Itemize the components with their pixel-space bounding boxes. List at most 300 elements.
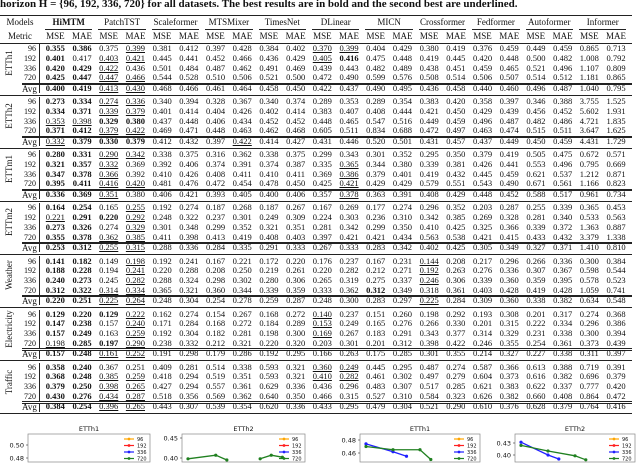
cell-value: 0.192 [152, 202, 172, 213]
horizon-label: 720 [24, 126, 36, 136]
cell-value: 0.388 [553, 96, 573, 107]
cell-value: 0.472 [606, 390, 626, 401]
cell-value: 0.314 [99, 284, 119, 295]
cell-value: 0.408 [366, 105, 386, 116]
cell-value: 0.274 [446, 361, 466, 372]
cell-value: 0.476 [179, 178, 199, 189]
cell-value: 0.369 [125, 159, 145, 170]
cell-value: 0.332 [99, 159, 119, 170]
cell-value: 0.386 [606, 318, 626, 329]
cell-value: 1.625 [606, 125, 626, 136]
cell-value: 0.432 [446, 168, 466, 179]
cell-value: 0.369 [312, 168, 332, 179]
cell-value: 0.350 [392, 221, 412, 232]
cell-value: 0.777 [579, 381, 599, 392]
cell-value: 0.342 [419, 212, 439, 223]
cell-value: 0.272 [286, 308, 306, 319]
cell-value: 0.489 [392, 62, 412, 73]
cell-value: 0.221 [45, 212, 65, 223]
cell-value: 0.382 [553, 371, 573, 382]
cell-value: 0.265 [125, 401, 145, 412]
cell-value: 0.379 [553, 401, 573, 412]
cell-value: 0.383 [419, 96, 439, 107]
cell-value: 0.351 [99, 188, 119, 199]
cell-value: 0.299 [205, 221, 226, 232]
cell-value: 0.339 [472, 274, 493, 285]
cell-value: 0.292 [446, 308, 466, 319]
cell-value: 0.500 [526, 52, 546, 63]
cell-value: 0.339 [99, 105, 119, 116]
avg-label: Avg [22, 295, 37, 306]
cell-value: 0.415 [499, 231, 519, 242]
cell-value: 0.332 [45, 135, 65, 146]
cell-value: 1.040 [579, 82, 599, 93]
cell-value: 0.425 [45, 72, 65, 83]
cell-value: 0.384 [259, 43, 279, 54]
cell-value: 0.203 [312, 337, 332, 348]
cell-value: 0.240 [45, 274, 65, 285]
cell-value: 0.383 [499, 381, 519, 392]
cell-value: 0.295 [286, 348, 306, 359]
cell-value: 0.371 [72, 105, 92, 116]
cell-value: 0.557 [205, 381, 226, 392]
legend-label: 192 [467, 443, 477, 450]
cell-value: 0.376 [472, 43, 493, 54]
cell-value: 0.481 [152, 178, 172, 189]
cell-value: 0.405 [312, 52, 332, 63]
cell-value: 0.865 [579, 43, 599, 54]
cell-value: 0.501 [392, 135, 412, 146]
cell-value: 0.266 [526, 255, 546, 266]
cell-value: 0.397 [606, 348, 626, 359]
cell-value: 0.291 [259, 241, 279, 252]
series-marker-336 [557, 457, 560, 460]
cell-value: 0.224 [312, 212, 332, 223]
model-header: Crossformer [419, 17, 465, 27]
chart-title: ETTh2 [564, 425, 586, 433]
cell-value: 0.426 [232, 105, 252, 116]
cell-value: 0.356 [179, 390, 199, 401]
cell-value: 0.344 [366, 159, 386, 170]
cell-value: 0.505 [526, 149, 546, 160]
cell-value: 0.283 [366, 241, 386, 252]
cell-value: 0.429 [392, 43, 412, 54]
metric-mae: MAE [125, 31, 146, 41]
cell-value: 0.251 [72, 295, 92, 306]
cell-value: 0.340 [553, 212, 573, 223]
cell-value: 0.453 [606, 202, 626, 213]
cell-value: 0.441 [499, 159, 519, 170]
cell-value: 0.241 [179, 255, 199, 266]
cell-value: 0.434 [232, 115, 252, 126]
horizon-label: 192 [24, 106, 36, 116]
cell-value: 0.339 [526, 221, 546, 232]
cell-value: 0.459 [472, 62, 493, 73]
cell-value: 3.755 [579, 96, 599, 107]
cell-value: 0.385 [125, 231, 145, 242]
cell-value: 0.362 [339, 284, 359, 295]
cell-value: 0.421 [179, 188, 199, 199]
cell-value: 0.422 [99, 62, 119, 73]
cell-value: 0.421 [339, 231, 359, 242]
cell-value: 0.514 [446, 72, 466, 83]
series-marker-720 [186, 457, 189, 460]
cell-value: 0.360 [205, 284, 226, 295]
cell-value: 0.297 [392, 295, 412, 306]
cell-value: 0.429 [366, 178, 386, 189]
cell-value: 0.429 [472, 105, 493, 116]
cell-value: 0.220 [45, 295, 65, 306]
cell-value: 0.353 [45, 115, 65, 126]
model-header: Scaleformer [153, 17, 198, 27]
legend-marker-336 [283, 451, 286, 454]
cell-value: 0.167 [312, 202, 332, 213]
cell-value: 0.194 [99, 265, 119, 276]
cell-value: 0.304 [392, 401, 412, 412]
cell-value: 0.220 [312, 265, 332, 276]
metric-mse: MSE [473, 31, 492, 41]
cell-value: 0.328 [205, 96, 226, 107]
cell-value: 0.365 [152, 284, 172, 295]
cell-value: 0.584 [419, 390, 439, 401]
cell-value: 0.382 [499, 390, 519, 401]
cell-value: 0.157 [45, 348, 65, 359]
cell-value: 0.254 [72, 202, 92, 213]
cell-value: 0.357 [312, 188, 332, 199]
cell-value: 0.336 [286, 381, 306, 392]
legend-label: 720 [467, 456, 477, 463]
cell-value: 0.269 [339, 202, 359, 213]
cell-value: 0.379 [72, 135, 92, 146]
cell-value: 0.450 [286, 178, 306, 189]
cell-value: 0.465 [499, 62, 519, 73]
series-marker-720 [546, 449, 549, 452]
cell-value: 0.459 [553, 43, 573, 54]
cell-value: 0.379 [606, 371, 626, 382]
cell-value: 0.267 [286, 202, 306, 213]
y-tick-label: 0.43 [496, 439, 511, 448]
cell-value: 0.366 [499, 221, 519, 232]
cell-value: 0.286 [232, 348, 252, 359]
cell-value: 0.961 [579, 188, 599, 199]
legend-label: 192 [622, 443, 632, 450]
cell-value: 0.486 [553, 115, 573, 126]
cell-value: 0.466 [232, 52, 252, 63]
horizon-label: 336 [24, 169, 36, 179]
cell-value: 0.265 [125, 381, 145, 392]
horizon-label: 192 [24, 213, 36, 223]
cell-value: 0.312 [392, 337, 412, 348]
cell-value: 0.329 [125, 221, 145, 232]
cell-value: 0.332 [179, 337, 199, 348]
legend-label: 96 [467, 437, 474, 443]
cell-value: 0.380 [419, 43, 439, 54]
dataset-label: ETTh1 [4, 50, 14, 76]
cell-value: 0.273 [45, 221, 65, 232]
cell-value: 0.410 [312, 371, 332, 382]
series-marker-720 [364, 445, 367, 448]
cell-value: 0.381 [446, 159, 466, 170]
cell-value: 0.340 [259, 96, 279, 107]
cell-value: 0.171 [152, 318, 172, 329]
legend-label: 720 [622, 456, 632, 463]
cell-value: 0.551 [446, 178, 466, 189]
legend-label: 192 [292, 443, 302, 450]
cell-value: 0.417 [72, 52, 92, 63]
cell-value: 0.275 [366, 274, 386, 285]
legend-marker-720 [458, 457, 461, 460]
cell-value: 0.323 [446, 390, 466, 401]
cell-value: 0.367 [99, 361, 119, 372]
cell-value: 0.398 [72, 115, 92, 126]
horizon-label: 96 [28, 256, 36, 266]
cell-value: 0.304 [179, 295, 199, 306]
cell-value: 0.393 [205, 188, 226, 199]
cell-value: 0.472 [205, 178, 226, 189]
cell-value: 0.548 [606, 295, 626, 306]
cell-value: 0.458 [259, 82, 279, 93]
cell-value: 0.300 [339, 295, 359, 306]
cell-value: 0.810 [606, 241, 626, 252]
cell-value: 0.287 [286, 295, 306, 306]
legend-marker-720 [613, 457, 616, 460]
cell-value: 0.579 [419, 178, 439, 189]
cell-value: 0.563 [606, 212, 626, 223]
cell-value: 0.366 [499, 361, 519, 372]
cell-value: 0.355 [499, 337, 519, 348]
cell-value: 0.167 [205, 255, 226, 266]
cell-value: 0.217 [472, 255, 493, 266]
cell-value: 0.322 [72, 284, 92, 295]
cell-value: 0.318 [419, 284, 439, 295]
cell-value: 0.496 [526, 82, 546, 93]
cell-value: 0.291 [392, 328, 412, 339]
cell-value: 0.375 [179, 149, 199, 160]
cell-value: 0.397 [499, 96, 519, 107]
cell-value: 0.285 [446, 381, 466, 392]
cell-value: 0.452 [499, 188, 519, 199]
metric-mse: MSE [206, 31, 225, 41]
cell-value: 0.544 [606, 265, 626, 276]
cell-value: 0.191 [152, 348, 172, 359]
cell-value: 0.629 [259, 381, 279, 392]
legend-label: 96 [622, 437, 629, 443]
cell-value: 0.168 [259, 308, 279, 319]
cell-value: 0.384 [45, 401, 65, 412]
cell-value: 0.506 [472, 72, 493, 83]
cell-value: 0.443 [152, 401, 172, 412]
cell-value: 0.352 [446, 202, 466, 213]
series-marker-720 [429, 458, 432, 461]
cell-value: 0.231 [526, 328, 546, 339]
cell-value: 0.175 [366, 348, 386, 359]
cell-value: 0.887 [606, 221, 626, 232]
cell-value: 0.436 [259, 52, 279, 63]
cell-value: 0.315 [339, 390, 359, 401]
cell-value: 0.327 [526, 241, 546, 252]
cell-value: 0.420 [125, 178, 145, 189]
cell-value: 0.220 [99, 212, 119, 223]
cell-value: 0.343 [339, 149, 359, 160]
cell-value: 0.634 [579, 295, 599, 306]
cell-value: 0.321 [259, 221, 279, 232]
legend-marker-192 [613, 444, 616, 447]
cell-value: 0.621 [472, 381, 493, 392]
cell-value: 0.350 [286, 390, 306, 401]
cell-value: 0.432 [179, 135, 199, 146]
metric-mse: MSE [419, 31, 439, 41]
cell-value: 0.268 [232, 202, 252, 213]
cell-value: 0.401 [152, 105, 172, 116]
cell-value: 0.406 [286, 188, 306, 199]
dataset-label: Traffic [4, 369, 14, 394]
metric-label: Metric [8, 31, 32, 41]
cell-value: 0.385 [99, 371, 119, 382]
cell-value: 0.259 [259, 295, 279, 306]
cell-value: 3.379 [579, 231, 599, 242]
cell-value: 0.398 [179, 231, 199, 242]
cell-value: 0.278 [232, 295, 252, 306]
cell-value: 0.472 [419, 125, 439, 136]
cell-value: 0.310 [392, 390, 412, 401]
cell-value: 0.282 [339, 371, 359, 382]
cell-value: 0.834 [366, 125, 386, 136]
cell-value: 0.302 [392, 371, 412, 382]
cell-value: 0.520 [366, 135, 386, 146]
cell-value: 0.368 [45, 371, 65, 382]
cell-value: 0.437 [339, 82, 359, 93]
cell-value: 0.321 [45, 159, 65, 170]
cell-value: 0.465 [339, 115, 359, 126]
cell-value: 0.466 [179, 82, 199, 93]
legend-label: 720 [137, 456, 147, 463]
cell-value: 0.487 [553, 82, 573, 93]
cell-value: 0.358 [45, 361, 65, 372]
cell-value: 0.420 [472, 52, 493, 63]
cell-value: 0.273 [45, 96, 65, 107]
cell-value: 0.321 [232, 337, 252, 348]
metric-mse: MSE [526, 31, 546, 41]
cell-value: 0.487 [205, 62, 226, 73]
cell-value: 0.378 [72, 231, 92, 242]
avg-label: Avg [22, 242, 37, 253]
cell-value: 0.222 [125, 308, 145, 319]
cell-value: 0.308 [499, 308, 519, 319]
horizon-label: 192 [24, 372, 36, 382]
cell-value: 0.411 [152, 231, 172, 242]
cell-value: 0.515 [526, 125, 546, 136]
cell-value: 0.355 [45, 43, 65, 54]
series-line-720 [188, 455, 227, 460]
cell-value: 0.288 [152, 241, 172, 252]
cell-value: 0.292 [125, 212, 145, 223]
cell-value: 0.342 [339, 221, 359, 232]
metric-mae: MAE [178, 31, 199, 41]
cell-value: 0.192 [259, 348, 279, 359]
cell-value: 0.263 [339, 348, 359, 359]
legend-label: 96 [292, 437, 299, 443]
chart-title: ETTh2 [233, 425, 254, 433]
cell-value: 0.482 [553, 52, 573, 63]
cell-value: 0.349 [499, 241, 519, 252]
cell-value: 0.327 [499, 348, 519, 359]
y-tick-label: 0.40 [163, 454, 178, 463]
cell-value: 0.421 [472, 231, 493, 242]
cell-value: 0.312 [366, 284, 386, 295]
cell-value: 0.864 [579, 390, 599, 401]
cell-value: 0.487 [499, 115, 519, 126]
cell-value: 0.259 [125, 328, 145, 339]
cell-value: 0.496 [472, 115, 493, 126]
cell-value: 0.386 [72, 43, 92, 54]
cell-value: 0.381 [152, 43, 172, 54]
cell-value: 0.361 [232, 381, 252, 392]
cell-value: 0.237 [339, 255, 359, 266]
cell-value: 0.487 [419, 361, 439, 372]
cell-value: 0.408 [205, 168, 226, 179]
cell-value: 0.409 [152, 361, 172, 372]
cell-value: 0.301 [232, 212, 252, 223]
cell-value: 0.713 [606, 43, 626, 54]
cell-value: 0.379 [472, 149, 493, 160]
cell-value: 0.374 [205, 159, 226, 170]
cell-value: 0.419 [499, 149, 519, 160]
series-marker-336 [519, 441, 522, 444]
cell-value: 0.240 [125, 318, 145, 329]
legend-marker-96 [283, 438, 286, 441]
cell-value: 3.647 [579, 125, 599, 136]
legend-label: 336 [622, 450, 632, 456]
cell-value: 0.192 [152, 328, 172, 339]
cell-value: 0.236 [366, 212, 386, 223]
cell-value: 0.377 [446, 328, 466, 339]
cell-value: 0.187 [205, 202, 226, 213]
cell-value: 0.411 [232, 168, 252, 179]
cell-value: 0.628 [526, 401, 546, 412]
cell-value: 0.296 [339, 381, 359, 392]
cell-value: 0.361 [446, 284, 466, 295]
cell-value: 0.250 [232, 265, 252, 276]
cell-value: 0.495 [392, 82, 412, 93]
cell-value: 0.281 [526, 212, 546, 223]
cell-value: 0.248 [152, 212, 172, 223]
cell-value: 0.528 [179, 72, 199, 83]
series-marker-720 [214, 454, 217, 457]
cell-value: 0.422 [125, 125, 145, 136]
model-header: Autoformer [528, 17, 571, 27]
cell-value: 0.295 [419, 149, 439, 160]
dataset-label: ETTm1 [4, 155, 14, 184]
cell-value: 0.320 [286, 337, 306, 348]
cell-value: 0.336 [499, 265, 519, 276]
cell-value: 0.543 [472, 178, 493, 189]
cell-value: 0.416 [99, 178, 119, 189]
cell-value: 0.237 [339, 308, 359, 319]
cell-value: 0.479 [366, 401, 386, 412]
cell-value: 0.295 [392, 361, 412, 372]
cell-value: 0.516 [392, 115, 412, 126]
cell-value: 0.613 [526, 361, 546, 372]
cell-value: 1.166 [579, 178, 599, 189]
legend-label: 192 [137, 443, 147, 450]
cell-value: 0.571 [606, 149, 626, 160]
cell-value: 0.440 [472, 82, 493, 93]
cell-value: 0.351 [286, 221, 306, 232]
cell-value: 0.328 [499, 212, 519, 223]
dataset-label: Electricity [4, 309, 14, 348]
cell-value: 1.008 [579, 52, 599, 63]
cell-value: 0.519 [205, 371, 226, 382]
